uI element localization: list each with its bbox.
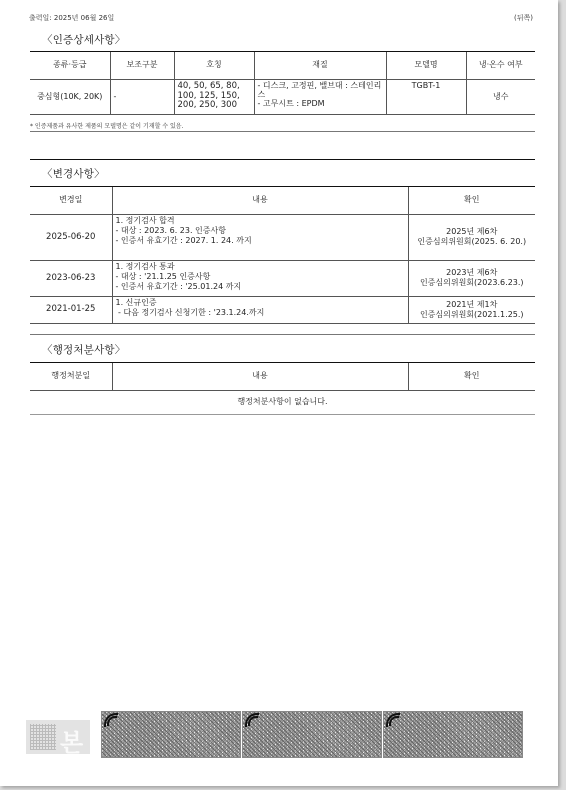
stamp-pattern: [30, 724, 56, 750]
cell-type-grade: 중심형(10K, 20K): [30, 79, 110, 114]
stamp-char: 본: [60, 729, 84, 757]
col-water: 냉·온수 여부: [466, 52, 535, 79]
change-line: 1. 정기검사 합격: [115, 215, 175, 225]
change-content: [112, 214, 408, 260]
change-row: [30, 260, 535, 296]
cell-sizes: 40, 50, 65, 80, 100, 125, 150, 200, 250, 300: [174, 79, 254, 114]
cell-water: 냉수: [466, 79, 535, 114]
cell-material: [254, 79, 386, 114]
col-admin-confirm: 확인: [408, 363, 535, 390]
material-line-1: - 디스크, 고정핀, 밸브대 : 스테인리스: [257, 80, 382, 99]
cert-detail-header-row: [30, 52, 535, 79]
changes-header-row: [30, 187, 535, 214]
change-confirm: [408, 214, 535, 260]
change-content: [112, 296, 408, 323]
change-content: [112, 260, 408, 296]
barcode-corner-mark: [107, 716, 117, 726]
col-change-date: 변경일: [30, 187, 112, 214]
changes-table: [30, 187, 535, 324]
cert-detail-table: [30, 52, 535, 115]
barcode-corner-mark: [389, 716, 399, 726]
admin-header-row: [30, 363, 535, 390]
change-confirm: [408, 296, 535, 323]
col-type-grade: 종류·등급: [30, 52, 110, 79]
material-line-2: - 고무시트 : EPDM: [257, 98, 325, 108]
change-row: [30, 296, 535, 323]
confirm-line-2: 인증심의위원회(2021.1.25.): [419, 309, 524, 319]
change-line: - 대상 : '21.1.25 인증사항: [115, 271, 211, 281]
change-line: - 인증서 유효기간 : 2027. 1. 24. 까지: [115, 235, 252, 245]
changes-separator-rule: [30, 159, 535, 160]
col-sub-class: 보조구분: [110, 52, 174, 79]
confirm-line-1: 2023년 제6차: [446, 268, 498, 277]
admin-title: 〈행정처분사항〉: [42, 344, 126, 356]
confirm-line-2: 인증심의위원회(2023.6.23.): [419, 278, 524, 287]
col-change-confirm: 확인: [408, 187, 535, 214]
cert-detail-bottom-rule: [30, 131, 535, 132]
print-date: 출력일: 2025년 06월 26일: [29, 14, 115, 22]
change-date: 2023-06-23: [30, 260, 112, 296]
cert-detail-note: * 인증제품과 유사한 제품의 모델명은 같이 기재할 수 있음.: [30, 123, 184, 130]
changes-bottom-rule: [30, 334, 535, 335]
original-stamp: [26, 720, 90, 757]
change-line: - 대상 : 2023. 6. 23. 인증사항: [115, 225, 226, 235]
cert-detail-title: 〈인증상세사항〉: [42, 34, 126, 46]
change-line: - 인증서 유효기간 : '25.01.24 까지: [115, 281, 242, 291]
change-date: 2025-06-20: [30, 214, 112, 260]
confirm-line-2: 인증심의위원회(2025. 6. 20.): [417, 237, 527, 246]
barcode-corner-mark: [248, 716, 258, 726]
col-change-content: 내용: [112, 187, 408, 214]
page-side-label: (뒤쪽): [514, 14, 533, 22]
confirm-line-1: 2025년 제6차: [446, 227, 498, 236]
changes-title: 〈변경사항〉: [42, 168, 105, 180]
confirm-line-1: 2021년 제1차: [446, 299, 498, 309]
admin-empty-message: 행정처분사항이 없습니다.: [30, 390, 535, 414]
admin-empty-row: [30, 390, 535, 414]
change-line: - 다음 정기검사 신청기한 : '23.1.24.까지: [115, 307, 265, 317]
security-barcode: [383, 711, 523, 758]
change-row: [30, 214, 535, 260]
col-material: 재질: [254, 52, 386, 79]
col-sizes: 호칭: [174, 52, 254, 79]
cell-model: TGBT-1: [386, 79, 466, 114]
col-admin-content: 내용: [112, 363, 408, 390]
security-barcode: [242, 711, 382, 758]
change-line: 1. 신규인증: [115, 297, 157, 307]
cert-detail-row: [30, 79, 535, 114]
col-model: 모델명: [386, 52, 466, 79]
col-admin-date: 행정처분일: [30, 363, 112, 390]
change-line: 1. 정기검사 통과: [115, 261, 175, 271]
security-barcode: [101, 711, 241, 758]
cell-sub-class: -: [110, 79, 174, 114]
change-confirm: [408, 260, 535, 296]
change-date: 2021-01-25: [30, 296, 112, 323]
admin-table: [30, 363, 535, 415]
